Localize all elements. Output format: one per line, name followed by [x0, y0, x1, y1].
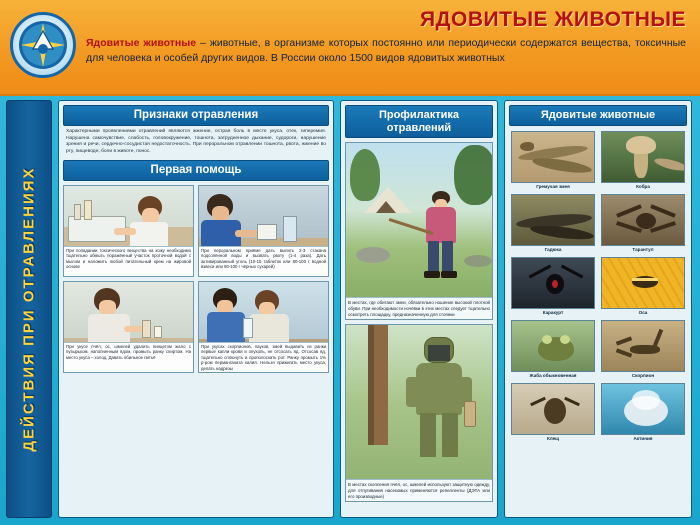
- animal-viper: [511, 194, 595, 252]
- animal-scorpion: [601, 320, 685, 378]
- first-aid-caption-3: При укусе пчёл, ос, шмелей удалить пинцетом жало с пузырьком, наполненным ядом, промыть ранку спиртом. На место укуса – холод. Давать обильное питьё: [64, 342, 193, 372]
- column-animals: [504, 100, 692, 518]
- scorpion-photo: [601, 320, 685, 372]
- animal-bug: [511, 383, 595, 441]
- signs-header: Признаки отравления: [63, 105, 329, 126]
- header-band: [0, 0, 700, 96]
- sea-anemone-photo: [601, 383, 685, 435]
- animals-header: Ядовитые животные: [509, 105, 687, 126]
- animal-toad: [511, 320, 595, 378]
- page-title: ЯДОВИТЫЕ ЖИВОТНЫЕ: [420, 8, 686, 31]
- animal-karakurt: [511, 257, 595, 315]
- first-aid-cell-drink: [198, 281, 329, 373]
- intro-body: – животные, в организме которых постоянно или периодически содержатся вещества, токсичные для человека и особей других видов. В России около 1500 видов ядовитых животных: [86, 37, 686, 65]
- poison-frog-label: Жаба обыкновенная: [529, 372, 577, 378]
- column-signs-and-first-aid: [58, 100, 334, 518]
- spider-tarantula-label: Тарантул: [632, 246, 654, 252]
- wasp-honeycomb-photo: [601, 257, 685, 309]
- wasp-label: Оса: [638, 309, 648, 315]
- first-aid-caption-2: При пероральном приёме дать выпить 2-3 стакана подсолённой воды и вызвать рвоту (1-4 раза). Дать активированный уголь (10-15 таблеток или 80-100 г водной взвеси или 80-100 г чёрных сухарей): [199, 246, 328, 276]
- prevention-header: Профилактика отравлений: [345, 105, 493, 138]
- animal-cobra: [601, 131, 685, 189]
- sea-anemone-label: Актиния: [633, 435, 653, 441]
- animals-grid: [509, 131, 687, 441]
- column-prevention: [340, 100, 498, 518]
- signs-text: Характерными проявлениями отравлений являются жжение, острая боль в месте укуса, отек, гиперемия. Нарушена самочувствие, слабость, головокружение, тошнота, затрудненное дыхание, судороги, нарушение зрения и речи, сердечно-сосудистая недостаточность. При пероральном отравлении тошнота, рвота, жжение во рту, пищеводе, боли в животе, понос.: [66, 129, 326, 155]
- prevention-block-camp: [345, 142, 493, 320]
- first-aid-cell-charcoal: [198, 185, 329, 277]
- prevention-caption-beekeeper: В местах скопления пчёл, ос, шмелей используют защитную одежду, для отпугивания насекомых применяются репелленты (ДЭТА или его производные): [346, 479, 492, 501]
- rattlesnake-photo: [511, 131, 595, 183]
- first-aid-caption-1: При попадании токсического вещества на кожу необходимо тщательно обмыть поражённый участок проточной водой с мылом и наложить любой питательный крем на жировой основе: [64, 246, 193, 276]
- animal-wasp: [601, 257, 685, 315]
- poison-frog-photo: [511, 320, 595, 372]
- animal-rattlesnake: [511, 131, 595, 189]
- viper-photo: [511, 194, 595, 246]
- first-aid-cell-wash-skin: [63, 185, 194, 277]
- spider-tarantula-photo: [601, 194, 685, 246]
- prevention-caption-camp: В местах, где обитают змеи, обязательно ношение высокой плотной обуви. При необходимости ночёвки в этих местах следует тщательно осмотреть площадку, предназначенную для стоянки: [346, 297, 492, 319]
- animal-tarantula-top: [601, 194, 685, 252]
- first-aid-header: Первая помощь: [63, 160, 329, 181]
- insect-bug-photo: [511, 383, 595, 435]
- viper-label: Гадюка: [544, 246, 562, 252]
- cobra-label: Кобра: [636, 183, 650, 189]
- insect-bug-label: Клещ: [546, 435, 560, 441]
- black-widow-label: Каракурт: [542, 309, 564, 315]
- animal-anemone: [601, 383, 685, 441]
- scorpion-label: Скорпион: [631, 372, 655, 378]
- prevention-block-beekeeper: [345, 324, 493, 502]
- first-aid-caption-4: При укусах скорпионов, пауков, змей выдавить из ранки первые капли крови и опухоль, не отсосать яд. Отсосав яд, тщательно сплюнуть и прополоскать рот. Ранку промыть 1% р-ром перманганата калия. Нельзя прижигать место укуса, делать надрезы: [201, 343, 326, 371]
- first-aid-grid: [63, 185, 329, 373]
- civil-defence-emblem-icon: [10, 12, 76, 78]
- cobra-photo: [601, 131, 685, 183]
- black-widow-photo: [511, 257, 595, 309]
- side-strip-label: ДЕЙСТВИЯ ПРИ ОТРАВЛЕНИЯХ: [20, 166, 38, 452]
- intro-highlight: Ядовитые животные: [86, 37, 197, 49]
- intro-paragraph: [86, 36, 686, 66]
- side-strip: [6, 100, 52, 518]
- rattlesnake-label: Гремучая змея: [536, 183, 570, 189]
- first-aid-cell-wound: [63, 281, 194, 373]
